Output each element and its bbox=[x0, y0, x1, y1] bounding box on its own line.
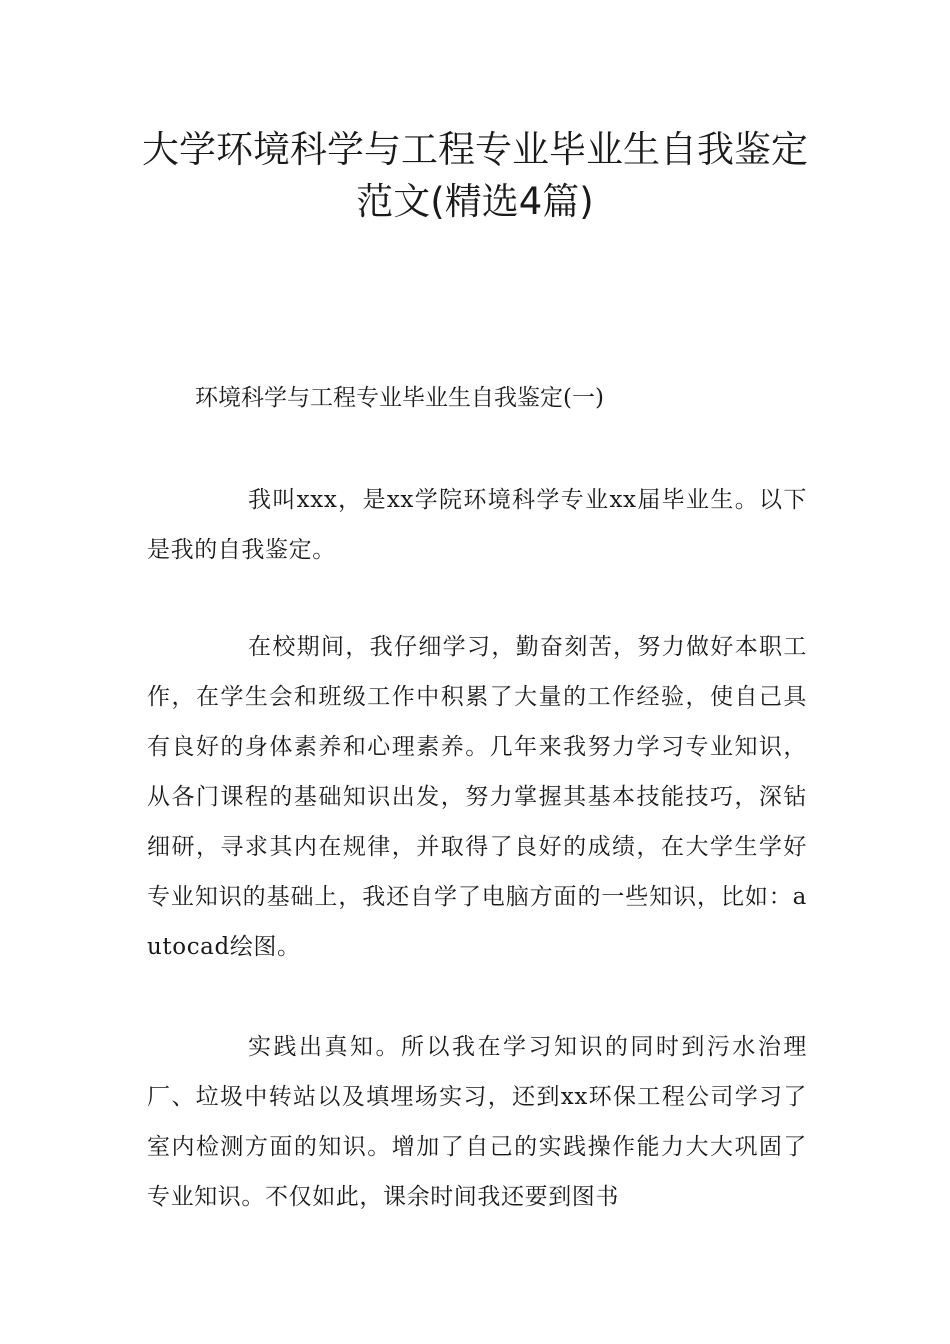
paragraph-practice: 实践出真知。所以我在学习知识的同时到污水治理厂、垃圾中转站以及填埋场实习，还到xx环保工程公司学习了室内检测方面的知识。增加了自己的实践操作能力大大巩固了专业知识。不仅如此，课余时间我还要到图书 bbox=[147, 1034, 807, 1210]
paragraph-study: 在校期间，我仔细学习，勤奋刻苦，努力做好本职工作，在学生会和班级工作中积累了大量的工作经验，使自己具有良好的身体素养和心理素养。几年来我努力学习专业知识，从各门课程的基础知识出发，努力掌握其基本技能技巧，深钻细研，寻求其内在规律，并取得了良好的成绩，在大学生学好专业知识的基础上，我还自学了电脑方面的一些知识，比如：autocad绘图。 bbox=[147, 634, 807, 960]
section-heading: 环境科学与工程专业毕业生自我鉴定(一) bbox=[195, 385, 604, 411]
document-title-line-1: 大学环境科学与工程专业毕业生自我鉴定 bbox=[142, 128, 808, 171]
document-title-line-2: 范文(精选4篇) bbox=[356, 180, 594, 223]
paragraph-introduction: 我叫xxx，是xx学院环境科学专业xx届毕业生。以下是我的自我鉴定。 bbox=[147, 487, 807, 563]
